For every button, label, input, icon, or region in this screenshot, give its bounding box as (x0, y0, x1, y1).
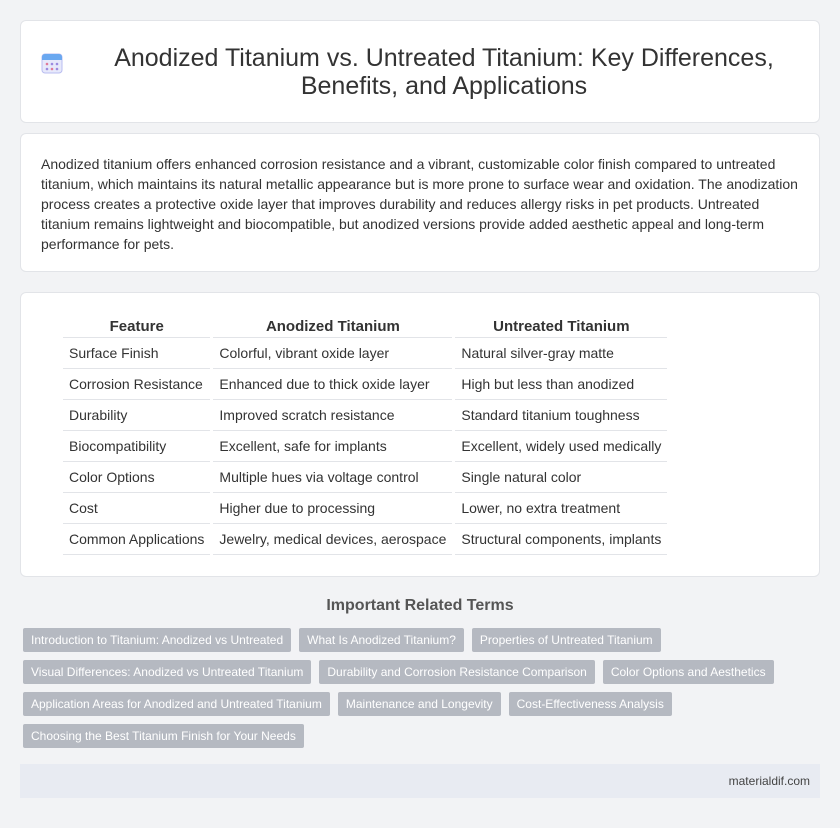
related-term-tag[interactable]: Properties of Untreated Titanium (472, 628, 661, 652)
cell-untreated: High but less than anodized (455, 369, 667, 400)
cell-untreated: Natural silver-gray matte (455, 338, 667, 369)
cell-untreated: Lower, no extra treatment (455, 493, 667, 524)
table-row (63, 493, 667, 524)
footer (20, 764, 820, 798)
cell-anodized: Colorful, vibrant oxide layer (213, 338, 452, 369)
related-term-tag[interactable]: Maintenance and Longevity (338, 692, 501, 716)
table-header-row (63, 317, 667, 338)
cell-anodized: Improved scratch resistance (213, 400, 452, 431)
cell-anodized: Excellent, safe for implants (213, 431, 452, 462)
related-term-tag[interactable]: Introduction to Titanium: Anodized vs Untreated (23, 628, 291, 652)
table-row (63, 338, 667, 369)
related-term-tag[interactable]: Choosing the Best Titanium Finish for Your Needs (23, 724, 304, 748)
cell-untreated: Excellent, widely used medically (455, 431, 667, 462)
cell-feature: Common Applications (63, 524, 210, 555)
table-row (63, 369, 667, 400)
cell-untreated: Standard titanium toughness (455, 400, 667, 431)
cell-anodized: Higher due to processing (213, 493, 452, 524)
table-row (63, 400, 667, 431)
comparison-card (20, 292, 820, 577)
intro-paragraph: Anodized titanium offers enhanced corrosion resistance and a vibrant, customizable color finish compared to untreated titanium, which maintains its natural metallic appearance but is more prone to surface wear and oxidation. The anodization process creates a protective oxide layer that improves durability and reduces allergy risks in pet products. Untreated titanium remains lightweight and biocompatible, but anodized versions provide added aesthetic appeal and long-term performance for pets. (41, 156, 798, 252)
cell-feature: Durability (63, 400, 210, 431)
cell-feature: Color Options (63, 462, 210, 493)
table-row (63, 431, 667, 462)
related-term-tag[interactable]: What Is Anodized Titanium? (299, 628, 464, 652)
cell-feature: Corrosion Resistance (63, 369, 210, 400)
related-terms-list (23, 628, 803, 748)
cell-untreated: Single natural color (455, 462, 667, 493)
cell-feature: Biocompatibility (63, 431, 210, 462)
table-row (63, 524, 667, 555)
header-feature: Feature (63, 317, 210, 338)
page-title: Anodized Titanium vs. Untreated Titanium: Key Differences, Benefits, and Applications (114, 43, 774, 100)
header-anodized: Anodized Titanium (213, 317, 452, 338)
cell-feature: Cost (63, 493, 210, 524)
related-term-tag[interactable]: Application Areas for Anodized and Untreated Titanium (23, 692, 330, 716)
table-row (63, 462, 667, 493)
title-card (20, 20, 820, 123)
related-term-tag[interactable]: Cost-Effectiveness Analysis (509, 692, 672, 716)
related-term-tag[interactable]: Visual Differences: Anodized vs Untreated Titanium (23, 660, 311, 684)
cell-untreated: Structural components, implants (455, 524, 667, 555)
title-wrap (40, 44, 800, 100)
cell-anodized: Multiple hues via voltage control (213, 462, 452, 493)
related-terms-heading: Important Related Terms (326, 597, 514, 614)
related-term-tag[interactable]: Durability and Corrosion Resistance Comparison (319, 660, 594, 684)
header-untreated: Untreated Titanium (455, 317, 667, 338)
cell-anodized: Enhanced due to thick oxide layer (213, 369, 452, 400)
footer-site-name[interactable]: materialdif.com (728, 774, 810, 788)
related-term-tag[interactable]: Color Options and Aesthetics (603, 660, 774, 684)
cell-anodized: Jewelry, medical devices, aerospace (213, 524, 452, 555)
comparison-table (60, 317, 670, 555)
intro-card (20, 133, 820, 272)
calendar-icon (40, 51, 64, 75)
cell-feature: Surface Finish (63, 338, 210, 369)
